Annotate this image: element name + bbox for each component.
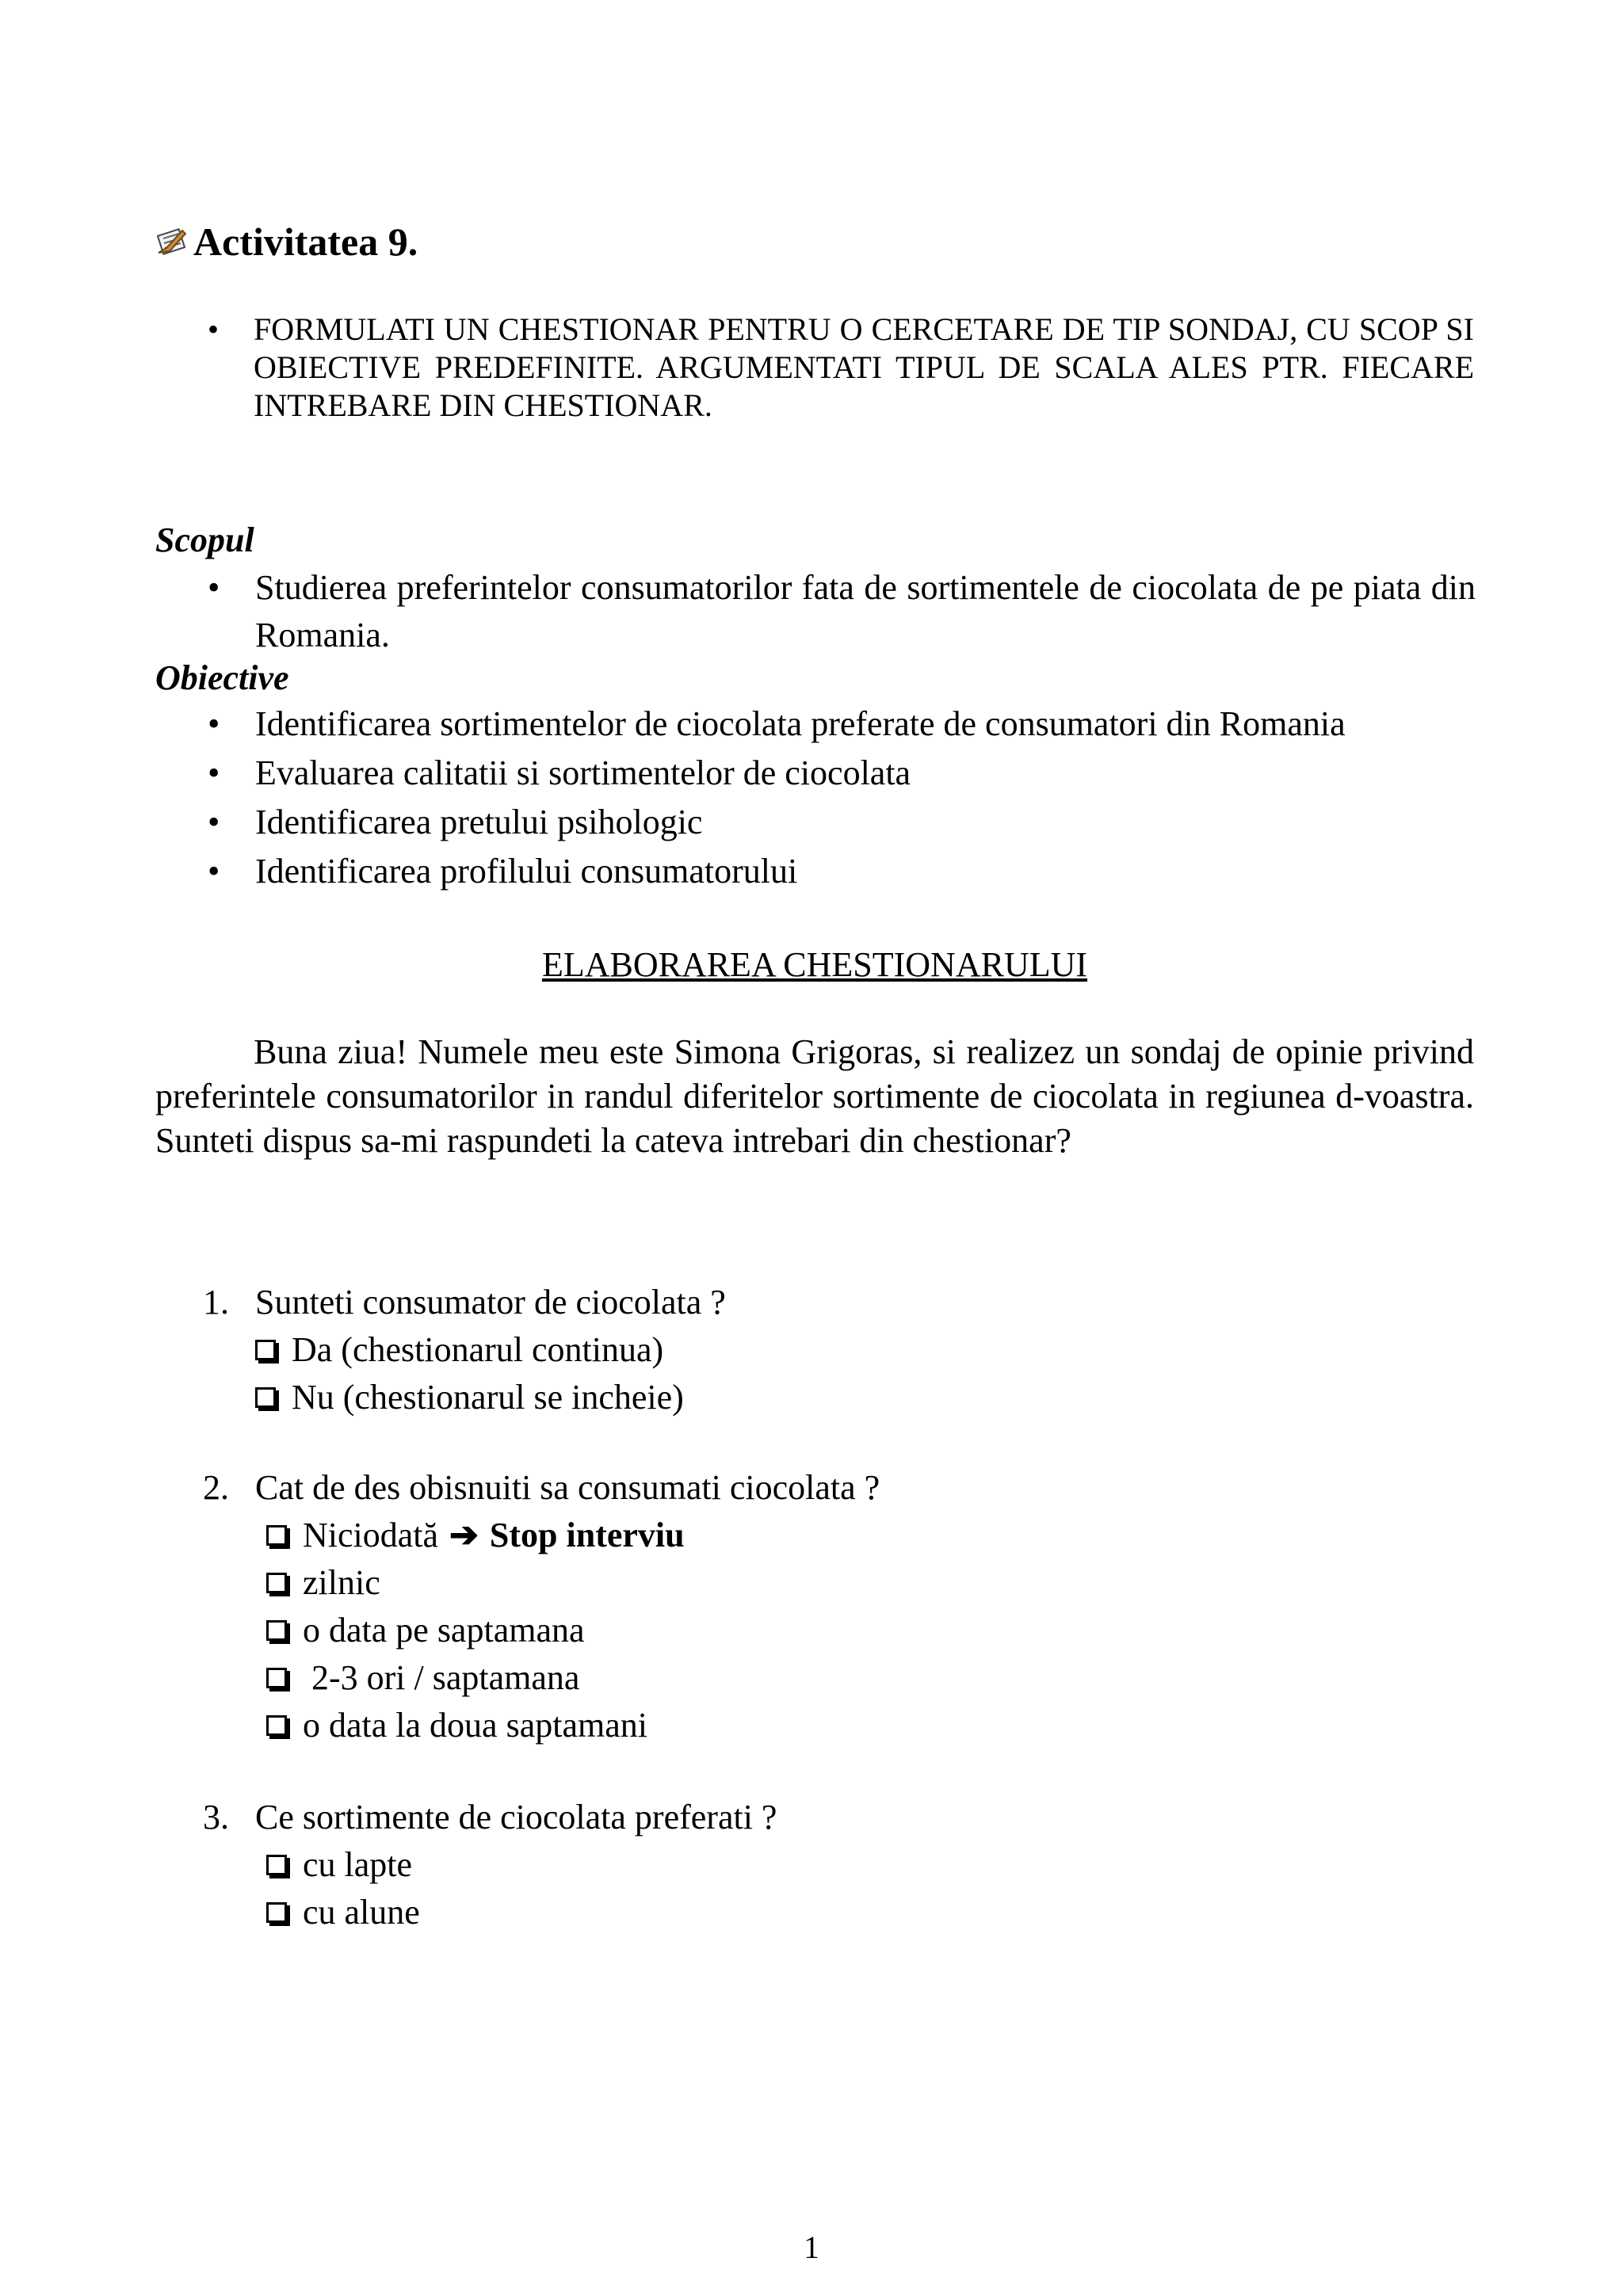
option-label: Da (chestionarul continua) bbox=[292, 1330, 664, 1369]
answer-option[interactable] bbox=[255, 1326, 663, 1374]
answer-option[interactable] bbox=[266, 1512, 685, 1559]
obiective-item bbox=[208, 700, 1476, 748]
arrow-right-icon: ➔ bbox=[449, 1516, 479, 1554]
bullet-dot: • bbox=[208, 803, 220, 841]
question-3 bbox=[203, 1794, 777, 1841]
obiective-title: Obiective bbox=[155, 658, 289, 697]
question-number: 1. bbox=[203, 1283, 229, 1322]
bullet-dot: • bbox=[208, 704, 220, 743]
activity-heading bbox=[155, 214, 418, 269]
heading-text: Activitatea 9. bbox=[193, 219, 418, 264]
obiective-item-text: Evaluarea calitatii si sortimentelor de ciocolata bbox=[255, 753, 911, 792]
question-2 bbox=[203, 1464, 880, 1512]
checkbox-icon[interactable] bbox=[266, 1573, 287, 1593]
section-title: ELABORAREA CHESTIONARULUI bbox=[541, 945, 1088, 984]
obiective-item-text: Identificarea pretului psihologic bbox=[255, 803, 703, 841]
obiective-item-text: Identificarea profilului consumatorului bbox=[255, 852, 798, 891]
scop-title: Scopul bbox=[155, 521, 254, 559]
bullet-dot: • bbox=[208, 852, 220, 891]
obiective-item-text: Identificarea sortimentelor de ciocolata preferate de consumatori din Romania bbox=[255, 704, 1346, 743]
question-number: 3. bbox=[203, 1798, 229, 1836]
checkbox-icon[interactable] bbox=[266, 1855, 287, 1875]
option-label: cu alune bbox=[303, 1893, 420, 1932]
scop-item bbox=[208, 564, 1476, 659]
checkbox-icon[interactable] bbox=[266, 1525, 287, 1546]
question-text: Cat de des obisnuiti sa consumati ciocolata ? bbox=[255, 1468, 880, 1507]
pencil-writing-icon bbox=[155, 224, 190, 259]
answer-option[interactable] bbox=[266, 1607, 585, 1654]
checkbox-icon[interactable] bbox=[255, 1387, 276, 1408]
checkbox-icon[interactable] bbox=[266, 1668, 287, 1688]
answer-option[interactable] bbox=[266, 1889, 420, 1936]
question-text: Ce sortimente de ciocolata preferati ? bbox=[255, 1798, 777, 1836]
bullet-dot: • bbox=[208, 753, 220, 792]
answer-option[interactable] bbox=[266, 1654, 579, 1702]
option-label: 2-3 ori / saptamana bbox=[303, 1658, 580, 1697]
checkbox-icon[interactable] bbox=[266, 1715, 287, 1736]
stop-interview-label: Stop interviu bbox=[489, 1516, 685, 1554]
option-label: o data pe saptamana bbox=[303, 1611, 585, 1650]
answer-option[interactable] bbox=[255, 1374, 684, 1421]
option-label: Nu (chestionarul se incheie) bbox=[292, 1378, 684, 1417]
task-bullet: • bbox=[208, 311, 220, 347]
question-1 bbox=[203, 1279, 726, 1326]
obiective-item bbox=[208, 799, 1476, 846]
checkbox-icon[interactable] bbox=[255, 1340, 276, 1360]
answer-option[interactable] bbox=[266, 1841, 412, 1889]
option-label: o data la doua saptamani bbox=[303, 1706, 647, 1745]
question-number: 2. bbox=[203, 1468, 229, 1507]
scop-item-text: Studierea preferintelor consumatorilor fata de sortimentele de ciocolata de pe piata din Romania. bbox=[255, 568, 1476, 654]
task-text: FORMULATI UN CHESTIONAR PENTRU O CERCETARE DE TIP SONDAJ, CU SCOP SI OBIECTIVE PREDEFINITE. ARGUMENTATI TIPUL DE SCALA ALES PTR. FIECARE INTREBARE DIN CHESTIONAR. bbox=[254, 311, 1474, 423]
answer-option[interactable] bbox=[266, 1702, 647, 1749]
option-label: Niciodată bbox=[303, 1516, 439, 1554]
intro-paragraph: Buna ziua! Numele meu este Simona Grigoras, si realizez un sondaj de opinie privind preferintele consumatorilor in randul diferitelor sortimente de ciocolata in regiunea d-voastra. Sunteti dispus sa-mi raspundeti la cateva intrebari din chestionar? bbox=[155, 1032, 1474, 1160]
checkbox-icon[interactable] bbox=[266, 1902, 287, 1923]
page-number: 1 bbox=[804, 2229, 819, 2265]
obiective-item bbox=[208, 848, 1476, 895]
question-text: Sunteti consumator de ciocolata ? bbox=[255, 1283, 726, 1322]
obiective-item bbox=[208, 749, 1476, 797]
answer-option[interactable] bbox=[266, 1559, 380, 1607]
bullet-dot: • bbox=[208, 568, 220, 607]
checkbox-icon[interactable] bbox=[266, 1620, 287, 1641]
option-label: zilnic bbox=[303, 1563, 380, 1602]
option-label: cu lapte bbox=[303, 1845, 413, 1884]
